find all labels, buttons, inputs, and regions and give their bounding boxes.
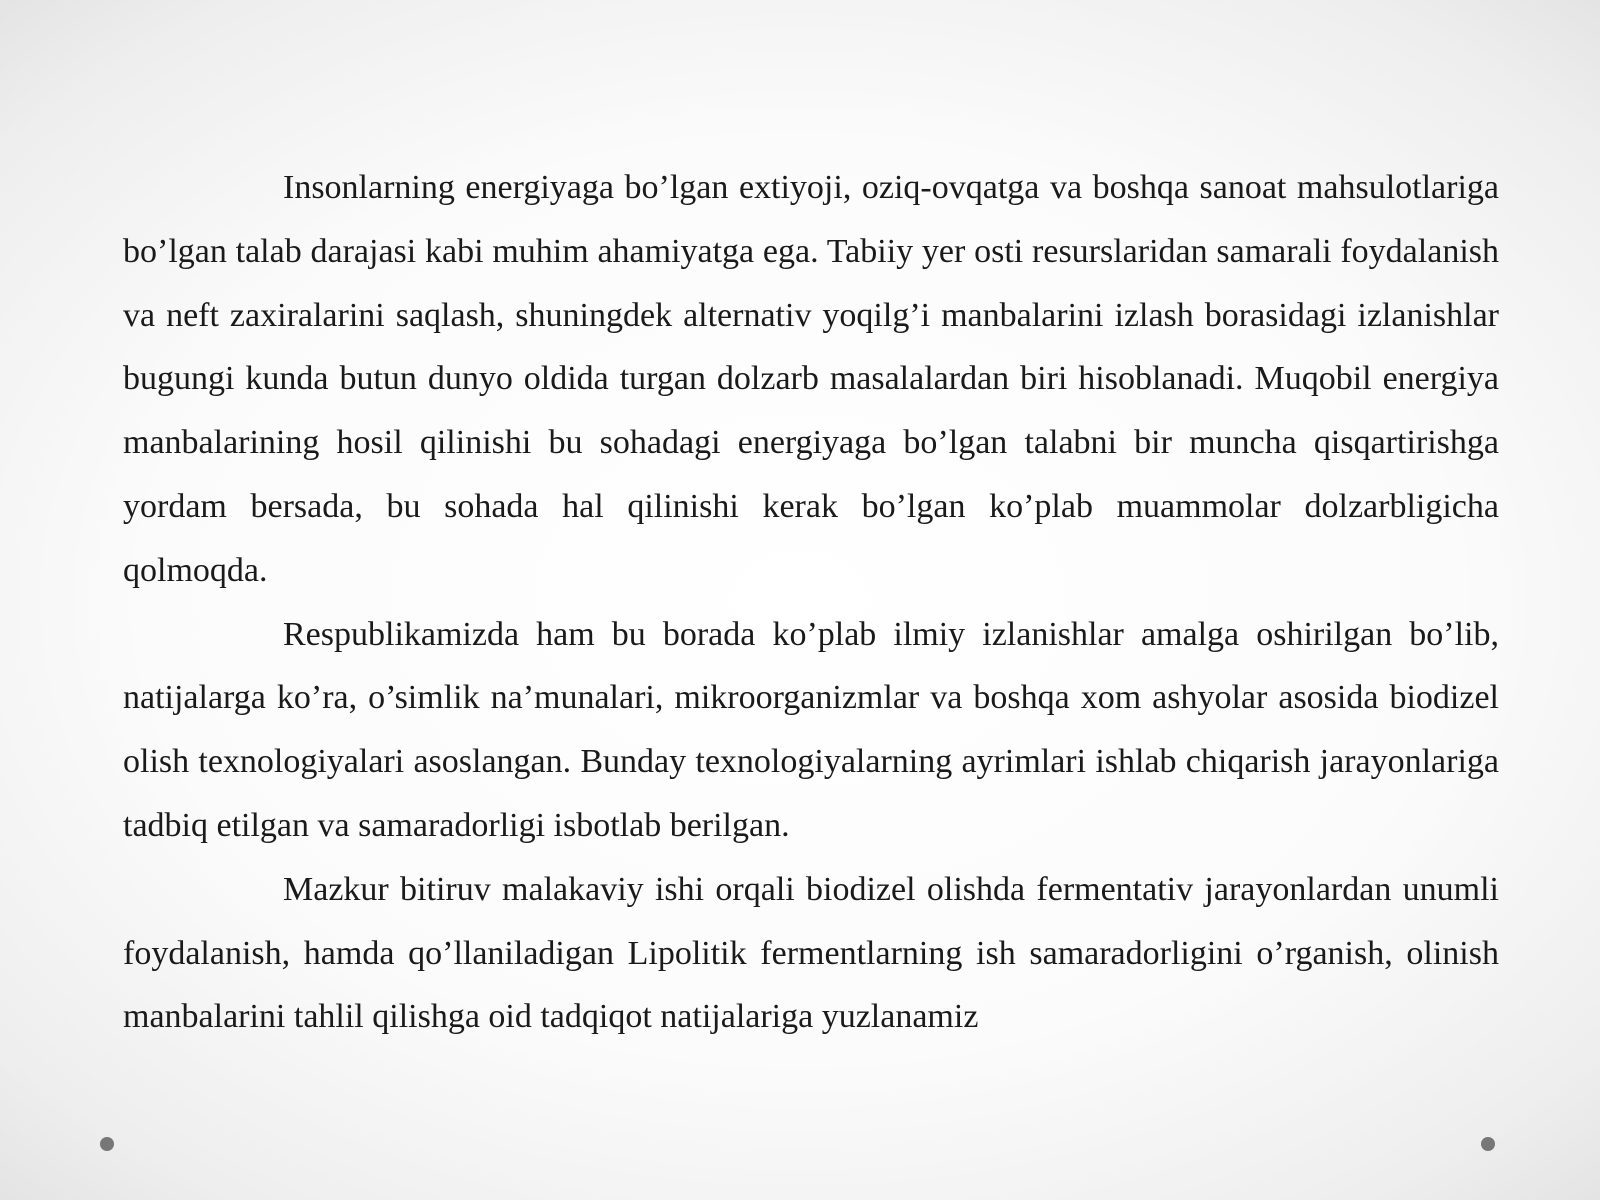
paragraph-thesis-aim: Mazkur bitiruv malakaviy ishi orqali biodizel olishda fermentativ jarayonlardan unumli foydalanish, hamda qo’llaniladigan Lipolitik fermentlarning ish samaradorligini o’rganish, olinish manbalarini tahlil qilishga oid tadqiqot natijalariga yuzlanamiz: [123, 870, 1499, 1036]
decorative-dot-left: [100, 1137, 114, 1151]
paragraph-republic-research: Respublikamizda ham bu borada ko’plab ilmiy izlanishlar amalga oshirilgan bo’lib, natijalarga ko’ra, o’simlik na’munalari, mikroorganizmlar va boshqa xom ashyolar asosida biodizel olish texnologiyalari asoslangan. Bunday texnologiyalarning ayrimlari ishlab chiqarish jarayonlariga tadbiq etilgan va samaradorligi isbotlab berilgan.: [123, 615, 1499, 844]
decorative-dot-right: [1481, 1137, 1495, 1151]
paragraph-energy-demand: Insonlarning energiyaga bo’lgan extiyoji, oziq-ovqatga va boshqa sanoat mahsulotlariga bo’lgan talab darajasi kabi muhim ahamiyatga ega. Tabiiy yer osti resurslaridan samarali foydalanish va neft zaxiralarini saqlash, shuningdek alternativ yoqilg’i manbalarini izlash borasidagi izlanishlar bugungi kunda butun dunyo oldida turgan dolzarb masalalardan biri hisoblanadi. Muqobil energiya manbalarining hosil qilinishi bu sohadagi energiyaga bo’lgan talabni bir muncha qisqartirishga yordam bersada, bu sohada hal qilinishi kerak bo’lgan ko’plab muammolar dolzarbligicha qolmoqda.: [123, 169, 1499, 589]
slide-text-body: [123, 156, 1499, 1049]
